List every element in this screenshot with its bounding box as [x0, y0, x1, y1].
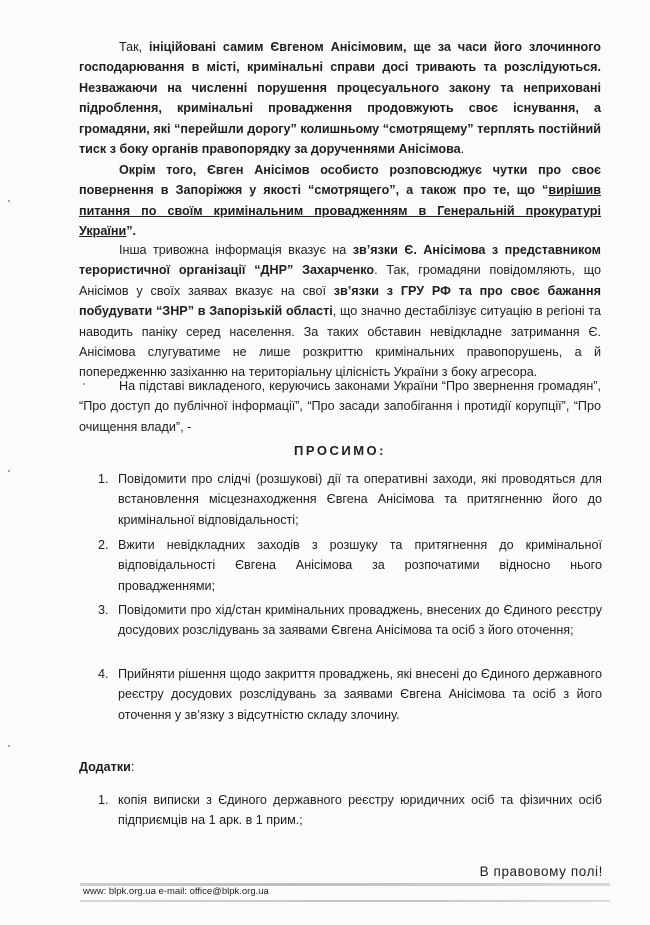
- paragraph-end-text: .: [460, 142, 465, 157]
- list-item-text: Вжити невідкладних заходів з розшуку та притягнення до кримінальної відповідальності Євгена Анісімова за розпочатими відносно нього провадженнями;: [118, 538, 602, 593]
- paragraph-text: Інша тривожна інформація вказує на: [119, 243, 353, 257]
- footer-slogan: В правовому полі!: [479, 864, 603, 879]
- footer-contacts: www: blpk.org.ua e-mail: office@blpk.org.ua: [83, 886, 269, 897]
- paragraph-text: , що значно дестабілізує ситуацію в регіоні та наводить паніку серед населення. За таких обставин невідкладне затримання Є. Анісімова слугуватиме не лише розкриттю кримінальних правопорушень, а й попередженню зазіханню на територіальну цілісність України з боку агресора.: [79, 304, 601, 380]
- attachments-title-text: Додатки: [79, 760, 131, 774]
- list-number: 3.: [98, 603, 109, 617]
- list-item-text: Повідомити про слідчі (розшукові) дії та оперативні заходи, які проводяться для встановлення місцезнаходження Євгена Анісімова та притягненню його до кримінальної відповідальності;: [118, 472, 602, 527]
- paragraph-bold-text: ініційовані самим Євгеном Анісімовим, ще за часи його злочинного господарювання в місті, кримінальні справи досі тривають та розслідуються. Незважаючи на численні порушення процесуального закону та неприховані підроблення, кримінальні провадження продовжують своє існування, а громадяни, які “перейшли дорогу” колишньому “смотрящему” терплять постійний тиск з боку органів правопорядку за дорученнями Анісімова: [79, 40, 602, 157]
- list-item-text: копія виписки з Єдиного державного реєстру юридичних осіб та фізичних осіб підприємців на 1 арк. в 1 прим.;: [118, 793, 602, 828]
- paragraph-bold-text: Окрім того, Євген Анісімов особисто розповсюджує чутки про своє повернення в Запоріжжя у якості “смотрящего”, а також про те, що “: [79, 163, 601, 198]
- scan-speck: [8, 200, 10, 202]
- paragraph-lead-text: Так,: [119, 40, 150, 54]
- paragraph-dnr-connections: [79, 240, 601, 383]
- list-number: 2.: [98, 538, 109, 552]
- list-item-text: Повідомити про хід/стан кримінальних проваджень, внесених до Єдиного реєстру досудових розслідувань за заявами Євгена Анісімова та осіб з його оточення;: [118, 603, 602, 638]
- footer-divider-bottom: [80, 900, 610, 902]
- attachment-item-1: [98, 790, 602, 831]
- request-item-2: [98, 535, 602, 596]
- list-item-text: Прийняти рішення щодо закриття проваджень, які внесені до Єдиного державного реєстру досудових розслідувань за заявами Євгена Анісімова та осіб з його оточення у зв’язку з відсутністю складу злочину.: [118, 667, 602, 722]
- paragraph-bold-text: зв’язки з ГРУ РФ та про своє бажання побудувати “ЗНР” в Запорізькій області: [79, 283, 601, 319]
- request-item-3: [98, 600, 602, 641]
- paragraph-bold-text: зв’язки Є. Анісімова з представником терористичної організації “ДНР” Захарченко: [79, 243, 601, 278]
- request-item-4: [98, 664, 602, 725]
- paragraph-text: . Так, громадяни повідомляють, що Анісімов у своїх заявах вказує на свої: [79, 263, 601, 298]
- scan-speck: [8, 470, 10, 472]
- attachments-title: [79, 760, 134, 774]
- attachments-colon: :: [130, 760, 135, 774]
- scan-speck: [83, 383, 85, 385]
- list-number: 4.: [98, 667, 109, 681]
- request-item-1: [98, 469, 602, 530]
- paragraph-end-text: ”.: [126, 224, 137, 239]
- scan-speck: [8, 745, 10, 747]
- paragraph-rumors: [79, 160, 601, 242]
- list-number: 1.: [98, 472, 109, 486]
- underlined-quote: вирішив питання по своїм кримінальним провадженням в Генеральній прокуратурі України: [79, 183, 601, 239]
- list-number: 1.: [98, 793, 109, 807]
- paragraph-criminal-cases: [79, 37, 601, 159]
- request-heading: ПРОСИМО:: [294, 443, 386, 458]
- paragraph-legal-basis: На підставі викладеного, керуючись законами України “Про звернення громадян”, “Про доступ до публічної інформації”, “Про засади запобігання і протидії корупції”, “Про очищення влади”, -: [79, 379, 601, 434]
